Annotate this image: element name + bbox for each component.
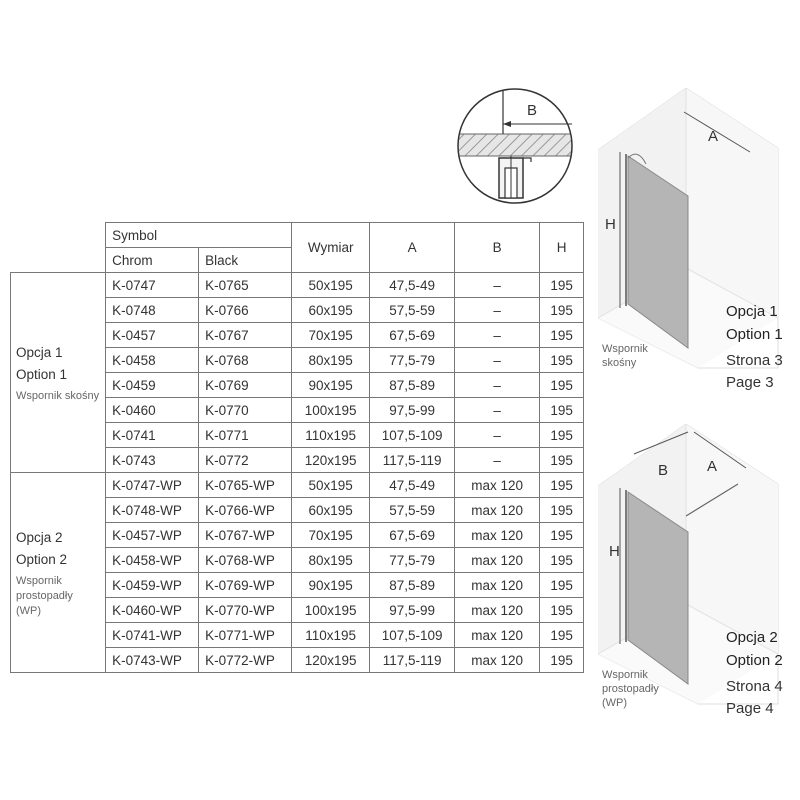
illustration2-option-en: Option 2 <box>726 652 783 669</box>
option1-group <box>11 273 584 473</box>
illustration2-label-a: A <box>707 458 718 475</box>
cell-wymiar: 70x195 <box>292 523 370 548</box>
cell-b: – <box>455 448 540 473</box>
cell-h: 195 <box>540 373 584 398</box>
illustration2-page-pl: Strona 4 <box>726 678 783 695</box>
cell-wymiar: 60x195 <box>292 498 370 523</box>
cell-a: 97,5-99 <box>370 398 455 423</box>
cell-black: K-0765-WP <box>199 473 292 498</box>
cell-b: max 120 <box>455 548 540 573</box>
cell-a: 57,5-59 <box>370 498 455 523</box>
cell-a: 77,5-79 <box>370 548 455 573</box>
illustration2-note-line3: (WP) <box>602 697 628 709</box>
illustration1-note-line2: skośny <box>602 357 637 369</box>
illustration1-option-en: Option 1 <box>726 326 783 343</box>
cell-wymiar: 60x195 <box>292 298 370 323</box>
cell-b: – <box>455 323 540 348</box>
profile-detail-diagram <box>455 86 575 206</box>
header-row-1 <box>11 223 584 248</box>
cell-h: 195 <box>540 598 584 623</box>
option2-note-line2: prostopadły <box>16 589 73 602</box>
cell-chrom: K-0459 <box>106 373 199 398</box>
cell-chrom: K-0741-WP <box>106 623 199 648</box>
cell-b: max 120 <box>455 498 540 523</box>
cell-black: K-0768 <box>199 348 292 373</box>
cell-chrom: K-0748 <box>106 298 199 323</box>
cell-b: max 120 <box>455 473 540 498</box>
option2-title-en: Option 2 <box>16 551 68 567</box>
cell-wymiar: 80x195 <box>292 548 370 573</box>
cell-a: 97,5-99 <box>370 598 455 623</box>
option2-group <box>11 473 584 673</box>
illustration2-caption <box>726 626 783 720</box>
cell-wymiar: 110x195 <box>292 423 370 448</box>
cell-black: K-0772 <box>199 448 292 473</box>
cell-h: 195 <box>540 548 584 573</box>
cell-a: 87,5-89 <box>370 373 455 398</box>
illustration1-label-a: A <box>708 128 719 145</box>
illustration1-page-pl: Strona 3 <box>726 352 783 369</box>
cell-h: 195 <box>540 573 584 598</box>
detail-label-b: B <box>527 102 538 119</box>
cell-black: K-0767-WP <box>199 523 292 548</box>
option2-title-pl: Opcja 2 <box>16 529 63 545</box>
cell-chrom: K-0457-WP <box>106 523 199 548</box>
cell-b: max 120 <box>455 598 540 623</box>
cell-wymiar: 50x195 <box>292 473 370 498</box>
cell-b: – <box>455 373 540 398</box>
header-chrom: Chrom <box>106 248 199 273</box>
cell-h: 195 <box>540 648 584 673</box>
cell-b: – <box>455 423 540 448</box>
cell-black: K-0771 <box>199 423 292 448</box>
cell-b: – <box>455 273 540 298</box>
illustration2-label-b: B <box>658 462 669 479</box>
cell-black: K-0769-WP <box>199 573 292 598</box>
cell-wymiar: 120x195 <box>292 648 370 673</box>
cell-h: 195 <box>540 298 584 323</box>
cell-wymiar: 120x195 <box>292 448 370 473</box>
cell-black: K-0767 <box>199 323 292 348</box>
cell-a: 47,5-49 <box>370 273 455 298</box>
cell-wymiar: 50x195 <box>292 273 370 298</box>
illustration1-note-line1: Wspornik <box>602 343 648 355</box>
cell-wymiar: 80x195 <box>292 348 370 373</box>
cell-h: 195 <box>540 523 584 548</box>
cell-chrom: K-0743-WP <box>106 648 199 673</box>
header-empty-cell <box>11 248 106 273</box>
cell-wymiar: 110x195 <box>292 623 370 648</box>
cell-chrom: K-0458 <box>106 348 199 373</box>
cell-b: – <box>455 298 540 323</box>
option1-note <box>16 389 99 404</box>
option1-label-cell <box>11 273 106 473</box>
illustration2-note-line1: Wspornik <box>602 669 648 681</box>
cell-chrom: K-0458-WP <box>106 548 199 573</box>
option2-note-line1: Wspornik <box>16 574 62 587</box>
cell-wymiar: 90x195 <box>292 573 370 598</box>
cell-wymiar: 100x195 <box>292 598 370 623</box>
illustration2-note <box>602 668 659 710</box>
cell-a: 117,5-119 <box>370 448 455 473</box>
header-a: A <box>370 223 455 273</box>
cell-b: max 120 <box>455 648 540 673</box>
illustration2-page-en: Page 4 <box>726 700 774 717</box>
cell-chrom: K-0457 <box>106 323 199 348</box>
cell-b: – <box>455 398 540 423</box>
header-b: B <box>455 223 540 273</box>
cell-h: 195 <box>540 423 584 448</box>
cell-black: K-0768-WP <box>199 548 292 573</box>
cell-chrom: K-0741 <box>106 423 199 448</box>
cell-black: K-0771-WP <box>199 623 292 648</box>
cell-black: K-0765 <box>199 273 292 298</box>
illustration2-option-pl: Opcja 2 <box>726 629 778 646</box>
cell-b: max 120 <box>455 523 540 548</box>
cell-chrom: K-0747 <box>106 273 199 298</box>
header-h: H <box>540 223 584 273</box>
cell-h: 195 <box>540 398 584 423</box>
cell-a: 77,5-79 <box>370 348 455 373</box>
cell-a: 107,5-109 <box>370 623 455 648</box>
option1-title-pl: Opcja 1 <box>16 344 63 360</box>
cell-chrom: K-0460-WP <box>106 598 199 623</box>
illustration1-caption <box>726 300 783 394</box>
cell-black: K-0766 <box>199 298 292 323</box>
illustration1-note <box>602 342 648 370</box>
option2-label-cell <box>11 473 106 673</box>
cell-h: 195 <box>540 448 584 473</box>
cell-chrom: K-0459-WP <box>106 573 199 598</box>
cell-b: max 120 <box>455 623 540 648</box>
cell-wymiar: 70x195 <box>292 323 370 348</box>
cell-h: 195 <box>540 323 584 348</box>
table-row <box>11 473 584 498</box>
cell-a: 67,5-69 <box>370 323 455 348</box>
cell-black: K-0769 <box>199 373 292 398</box>
cell-a: 117,5-119 <box>370 648 455 673</box>
header-empty-cell <box>11 223 106 248</box>
illustration2-label-h: H <box>609 543 620 560</box>
cell-h: 195 <box>540 473 584 498</box>
cell-wymiar: 90x195 <box>292 373 370 398</box>
cell-b: max 120 <box>455 573 540 598</box>
specification-table <box>10 222 584 673</box>
header-wymiar: Wymiar <box>292 223 370 273</box>
cell-black: K-0770-WP <box>199 598 292 623</box>
cell-chrom: K-0747-WP <box>106 473 199 498</box>
illustration1-option-pl: Opcja 1 <box>726 303 778 320</box>
cell-h: 195 <box>540 623 584 648</box>
cell-a: 57,5-59 <box>370 298 455 323</box>
cell-h: 195 <box>540 273 584 298</box>
cell-black: K-0766-WP <box>199 498 292 523</box>
cell-chrom: K-0748-WP <box>106 498 199 523</box>
option1-title-en: Option 1 <box>16 366 68 382</box>
cell-wymiar: 100x195 <box>292 398 370 423</box>
cell-black: K-0772-WP <box>199 648 292 673</box>
cell-black: K-0770 <box>199 398 292 423</box>
cell-b: – <box>455 348 540 373</box>
cell-a: 67,5-69 <box>370 523 455 548</box>
illustration1-label-h: H <box>605 216 616 233</box>
cell-h: 195 <box>540 498 584 523</box>
option2-note-line3: (WP) <box>16 604 42 617</box>
illustration1-page-en: Page 3 <box>726 374 774 391</box>
option1-note: Wspornik skośny <box>16 389 100 402</box>
cell-h: 195 <box>540 348 584 373</box>
cell-a: 107,5-109 <box>370 423 455 448</box>
cell-a: 87,5-89 <box>370 573 455 598</box>
illustration2-note-line2: prostopadły <box>602 683 659 695</box>
header-symbol: Symbol <box>106 223 292 248</box>
header-black: Black <box>199 248 292 273</box>
option2-note <box>16 574 99 619</box>
cell-a: 47,5-49 <box>370 473 455 498</box>
cell-chrom: K-0743 <box>106 448 199 473</box>
table-row <box>11 273 584 298</box>
cell-chrom: K-0460 <box>106 398 199 423</box>
